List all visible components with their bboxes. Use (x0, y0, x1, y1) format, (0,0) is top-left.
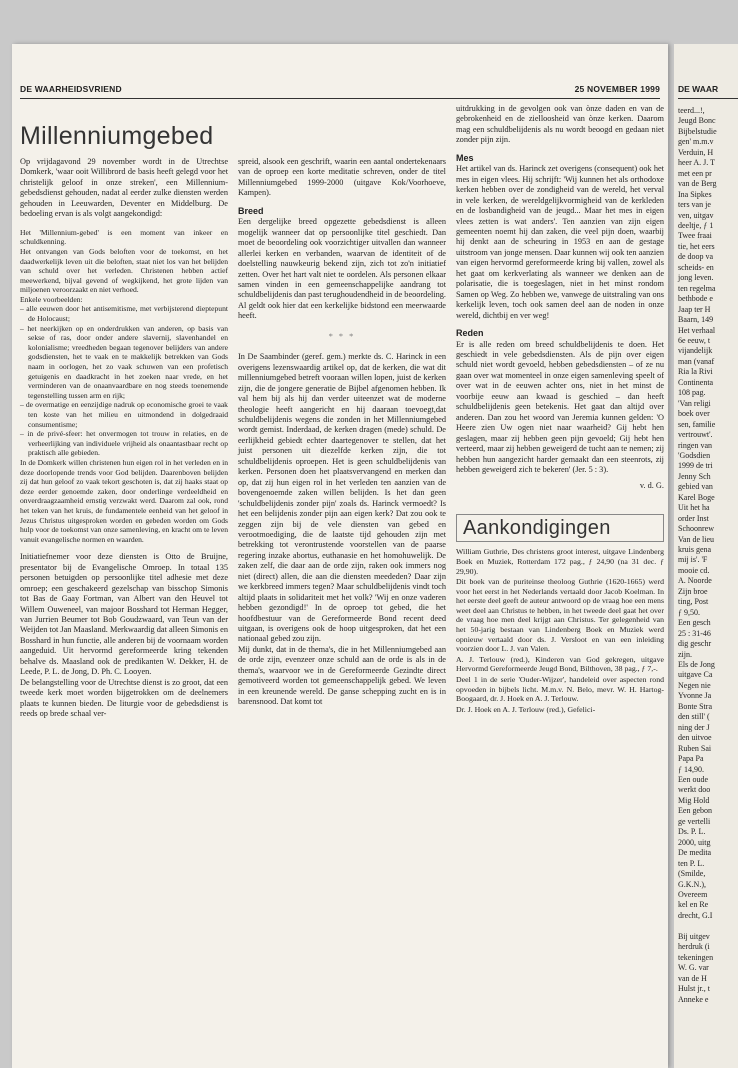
next-page-line: ning der J (678, 722, 710, 732)
next-page-line: mij is'. 'F (678, 555, 708, 565)
next-page-line: herdruk (i (678, 942, 710, 952)
next-page-line: Mig Hold (678, 795, 710, 805)
announcements-title: Aankondigingen (456, 514, 664, 542)
next-page-line: Jaap ter H (678, 304, 711, 314)
next-page-line: Overeem (678, 889, 708, 899)
body-paragraph: Het artikel van ds. Harinck zet overigens (consequent) ook het mes in eigen vlees. Hij schrijft: 'Wij kunnen het als orthodoxe kerken hebben over de zondigheid van de wereld, het verval in vele kerken, de wereldgelijkvormigheid van de kerkleden en de losbandigheid van de jeugd... Maar het mes in eigen vlees zetten is wat anders'. Ten aanzien van zijn eigen gemeenten noemt hij dan zaken, die veel pijn doen, waarbij hij denkt aan de scheuring in 1953 en aan de gestage uitstroom van jonge mensen. Daar kunnen wij ook ten aanzien van eigen hervormd gereformeerde kring bij vallen, zowel als het gaat om kerkverlating als wanneer we denken aan de polarisatie, die is toegeslagen, niet in het minst rondom Samen op Weg. Zo hebben we, vanwege de uitstraling van ons kerkelijk leven, toch ook samen deel aan de noden in onze wereld, dichtbij en ver weg! (456, 164, 664, 320)
next-page-line: Uit het ha (678, 503, 710, 513)
quote-paragraph: In de Domkerk willen christenen hun eigen rol in het verleden en in deze doorlopende trends voor God belijden. Daarenboven belijden zij dat hun geloof zo vaak tekort geschoten is, dat zij haaks staat op deze eerder genoemde zaken, door onderlinge verdeeldheid en onverdraagzaamheid ernstig verzwakt werd. Daarom zal ook, rond het teken van het kruis, de fundamentele eenheid van het geloof in Jezus Christus uitgesproken worden en gebeden worden om Gods hulp voor de toekomst van onze samenleving, en kracht om te leven vanuit evangelische normen en waarden. (20, 457, 228, 544)
quote-paragraph: Enkele voorbeelden: (20, 294, 83, 304)
next-page-line: deeltje, ƒ 1 (678, 220, 714, 230)
next-page-line: ten P. L. (678, 858, 705, 868)
next-page-line: ting, Post (678, 597, 709, 607)
next-page-line: drecht, G.I (678, 910, 713, 920)
next-page-line: order Inst (678, 513, 709, 523)
announcements-list (456, 547, 664, 714)
body-paragraph: Een dergelijke breed opgezette gebedsdienst is alleen mogelijk wanneer dat op persoonlijke titel geschiedt. Dan moet de beoordeling ook voorzichtiger uitvallen dan wanneer allerlei kerken en verbanden, waarvan de identiteit of de doelstelling nauwkeurig bekend zijn, zich tot zo'n initiatief zetten. Over het hart valt niet te oordelen. Als personen elkaar samen vinden in een gemeenschappelijke aandrang tot schuldbelijdenis dan past terughoudendheid in de beoordeling. Al geldt ook hier dat een kerkelijke bidstond een meerwaarde heeft. (238, 217, 446, 321)
list-item: – alle eeuwen door het antisemitisme, met verbijsterend dieptepunt de Holocaust; (28, 304, 228, 323)
next-page-header: DE WAAR (678, 84, 738, 99)
next-page-line: Ds. P. L. (678, 827, 706, 837)
next-page-line: Papa Pa (678, 754, 704, 764)
next-page-line: Bonte Stra (678, 701, 712, 711)
next-page-line: den uitvoe (678, 733, 712, 743)
next-page-line: Van de lieu (678, 534, 714, 544)
next-page-line: ge vertelli (678, 816, 711, 826)
body-paragraph: Initiatiefnemer voor deze diensten is Otto de Bruijne, presentator bij de Evangelische Omroep. In totaal 135 personen betuigden op persoonlijke titel adhesie met deze omroep; een geschakeerd gezelschap van bisschop Simonis tot Bas de Gaay Fortman, van Albert van den Heuvel tot Willem Ouweneel, van majoor Bosshard tot Herman Hegger, van Jurrien Beumer tot Bob Goudzwaard, van Teun van der Weijden tot Jan Maasland. Merkwaardig dat alleen Simonis en Bosshard in hun functie, alle anderen bij de voornaam worden aangeduid. Uit hervormd gereformeerde kring tekenden behalve ds. Maasland ook de predikanten W. Dekker, H. de Leede, P. L. de Jong, D. Ph. C. Looyen. (20, 552, 228, 677)
article-title: Millenniumgebed (20, 122, 214, 150)
next-page-line: van de H (678, 973, 707, 983)
next-page-line: 6e eeuw, t (678, 335, 711, 345)
next-page-line: Het verhaal (678, 325, 716, 335)
author-signature: v. d. G. (639, 481, 664, 491)
announcement-item: William Guthrie, Des christens groot interest, uitgave Lindenberg Boek en Muziek, Rotterdam 172 pag., ƒ 24,90 (na 31 dec. ƒ 29,90). (456, 547, 664, 576)
next-page-line: tie, het eers (678, 241, 715, 251)
next-page-line: bethbode e (678, 294, 713, 304)
next-page-line: ringen van (678, 440, 712, 450)
column-2 (238, 157, 446, 708)
next-page-line: tekeningen (678, 952, 714, 962)
list-item: – het neerkijken op en onderdrukken van anderen, op basis van sekse of ras, door onder andere slavernij, slavenhandel en kolonialisme; vreedheden begaan tegenover belijders van andere godsdiensten, het te vaak en te makkelijk betrekken van Gods naam in oorlogen, het zo vaak schuwen van een profetisch getuigenis en daadkracht in het zoeken naar vrede, en het verminderen van de onaanvaardbare en nog steeds toenemende tegenstelling tussen arm en rijk; (28, 324, 228, 401)
next-page-line: kel en Re (678, 900, 709, 910)
next-page-line: Els de Jong (678, 660, 715, 670)
column-3 (456, 104, 664, 715)
next-page-line: jong leven. (678, 273, 714, 283)
next-page-line: ters van je (678, 200, 711, 210)
next-page-line: Ruben Sai (678, 743, 712, 753)
next-page-line: Yvonne Ja (678, 691, 712, 701)
next-page-line: A. Noorde (678, 576, 712, 586)
next-page-line: Een gesch (678, 618, 711, 628)
next-page-line (678, 921, 738, 931)
next-page-line: teerd...!, (678, 106, 705, 115)
next-page-line: zijn. (678, 649, 692, 659)
announcement-item: A. J. Terlouw (red.), Kinderen van God gekregen, uitgave Hervormd Gereformeerde Jeugd Bond, Bilthoven, 38 pag., ƒ 7,-. (456, 654, 664, 674)
next-page-line: G.K.N.), (678, 879, 706, 889)
next-page-line: 2000, uitg (678, 837, 711, 847)
announcement-item: Deel 1 in de serie 'Ouder-Wijzer', handeleid over aspecten rond opvoeden in bijbels licht. M.m.v. N. Belo, mevr. W. H. Hartog-Boogaard, dr. J. Hoek en A. J. Terlouw. (456, 675, 664, 704)
next-page-line: Bijbelstudie (678, 126, 717, 136)
next-page-line: Twee fraai (678, 231, 712, 241)
next-page-line: (Smilde, (678, 869, 706, 879)
next-page-line: ven, uitgav (678, 210, 714, 220)
next-page-line: Hulst jr., t (678, 984, 711, 994)
subheading-breed: Breed (238, 205, 264, 216)
next-page-line: boek over (678, 409, 710, 419)
next-page-line: van de Berg (678, 179, 717, 189)
next-page-line: mooie cd. (678, 565, 710, 575)
next-page-line: 108 pag. (678, 388, 706, 398)
next-page-line: werkt doo (678, 785, 711, 795)
next-page-line: ƒ 9,50. (678, 607, 700, 617)
next-page-line: Jenny Sch (678, 471, 711, 481)
next-page-line: uitgave Ca (678, 670, 713, 680)
body-paragraph: spreid, alsook een geschrift, waarin een aantal ondertekenaars van de oproep een korte meditatie schreven, onder de titel Millenniumgebed 1999-2000 (uitgave Kok/Voorhoeve, Kampen). (238, 157, 446, 198)
next-page-line: Ina Sipkes (678, 189, 712, 199)
next-page-line: de doop va (678, 252, 714, 262)
next-page-line: Baarn, 149 (678, 315, 714, 325)
next-page-line: Negen nie (678, 680, 711, 690)
page-header (20, 84, 660, 99)
next-page-line: gen' m.m.v (678, 137, 714, 147)
next-page-line: W. G. var (678, 963, 709, 973)
next-page-line: vertrouwt'. (678, 430, 713, 440)
next-page-line: den still' ( (678, 712, 710, 722)
example-list (20, 304, 228, 458)
next-page-line: Verduin, H (678, 147, 714, 157)
body-paragraph: In De Saambinder (geref. gem.) merkte ds. C. Harinck in een overigens lezenswaardig artikel op, dat de kerken, die wat dit millenniumgebed betreft vooraan willen lopen, juist de kerken zijn, die de jongere generatie de Bijbel afgenomen hebben. Ik val hem bij als hij dan verder uiteenzet wat de moderne theologie heeft aangericht en hij daaraan toevoegt,dat schuldbelijdenis wegens die zonden in het Millenniumgebed wordt gemist. Inderdaad, de kerken dragen (mede) schuld. De eerlijkheid gebiedt echter daartegenover te stellen, dat het juist personen uit diezelfde kerken zijn, die tot schuldbelijdenis oproepen. Het is geen schuldbelijdenis van kerken. Personen doen het plaatsvervangend en merken dan op, dat zij hun eigen rol in het verleden ten aanzien van de bovengenoemde zaken willen belijden. Is het dan geen 'schuldbelijdenis zonder pijn' zoals ds. Harinck vermoedt? Is het een belijdenis zonder pijn aan eigen kerk? Dat zou ook te zeggen zijn bij de vele diensten van gebed en verootmoediging, die de laatste tijd gehouden zijn met betrekking tot verontrustende voorstellen van de paarse regering inzake abortus, euthanasie en het homohuwelijk. De zaken zelf, die daar aan de orde zijn, raken ook immers nog niet (direct) allen, die aan die diensten meededen? Daar zijn we kerkbreed immers tegen? Maar schuldbelijdenis vindt toch altijd plaats in solidariteit met het volk? 'Wij en onze vaderen hebben gezondigd!' In de oproep tot gebed, die het hoofdbestuur van de Gereformeerde Bond recent deed uitgaan, is overigens ook de hoop uitgesproken, dat het een nationaal gebed zou zijn. (238, 352, 446, 644)
next-page-line: Schoonrew (678, 524, 714, 534)
next-page-line: ƒ 14,90. (678, 764, 704, 774)
column-1 (20, 157, 228, 720)
next-page-line: Ria la Rivi (678, 367, 713, 377)
next-page-line: sen, familie (678, 419, 716, 429)
next-page-line: man (vanaf (678, 356, 715, 366)
next-page-line: kruis gena (678, 545, 712, 555)
next-page-line: De medita (678, 848, 712, 858)
next-page-line: scheids- en (678, 262, 714, 272)
next-page-column (678, 106, 738, 1005)
next-page-line: ten regelma (678, 283, 716, 293)
next-page-line: 25 : 31-46 (678, 628, 711, 638)
body-paragraph: Mij dunkt, dat in de thema's, die in het Millenniumgebed aan de orde zijn, evenzeer onze schuld aan de orde is als in de thema's, waarvoor we in de Gereformeerde Gezindte direct gemotiveerd worden tot gemeenschappelijk gebed. We leven in een kreunende wereld. De ganse schepping zucht en is in barensnood. Dat komt tot (238, 644, 446, 707)
body-paragraph: Er is alle reden om breed schuldbelijdenis te doen. Het geschiedt in vele gebedsdiensten. Als de pijn over eigen schuld niet wordt gevoeld, hebben gebedsdiensten – of ze nu gaan over wat momenteel in onze eigen samenleving speelt of over wat in de eeuwen achter ons, niet in het minst de voorbije eeuw aan kwaad is geschied – dan heeft schuldbelijdenis geen betekenis. Het gaat dan altijd over anderen. Dan zou het woord van Jeremia kunnen gelden: 'O Heere zien Uw ogen niet naar waarheid? Gij hebt hen geslagen, maar zij hebben geen pijn gevoeld; Gij hebt hen verteerd, maar zij hebben geweigerd de tucht aan te nemen; zij hebben hun aangezicht harder gemaakt dan een steenrots, zij hebben geweigerd zich te bekeren' (Jer. 5 : 3). (456, 339, 665, 474)
next-page-line: vijandelijk (678, 346, 713, 356)
list-item: – in de privé-sfeer: het onvermogen tot trouw in relaties, en de verheerlijking van individuele vrijheid als onaantastbaar recht op praktisch alle gebieden. (28, 429, 228, 458)
next-page-line: Karel Boge (678, 492, 715, 502)
publication-date: 25 NOVEMBER 1999 (574, 84, 660, 94)
next-page-line: Continenta (678, 377, 714, 387)
next-page-line: Zijn broe (678, 586, 708, 596)
intro-paragraph: Op vrijdagavond 29 november wordt in de Utrechtse Domkerk, 'waar ooit Willibrord de basis heeft gelegd voor het christelijk geloof in onze streken', een Millennium-gebedsdienst gehouden, nadat al eerder zulke diensten werden gehouden in Leeuwarden, Deventer en Middelburg. De bedoeling ervan is als volgt aangekondigd: (20, 157, 228, 219)
next-page-line: met een pr (678, 168, 712, 178)
subheading-mes: Mes (456, 152, 474, 163)
section-divider: * * * (328, 331, 356, 341)
list-item: – de overmatige en eenzijdige nadruk op economische groei te vaak ten koste van het milieu en uitmondend in dolgedraaid consumentisme; (28, 400, 228, 429)
body-paragraph: De belangstelling voor de Utrechtse dienst is zo groot, dat een tweede kerk moet worden bijgetrokken om de deelnemers plaats te kunnen bieden. De liturgie voor de gebedsdienst is reeds op brede schaal ver- (20, 677, 228, 719)
publication-name: DE WAARHEIDSVRIEND (20, 84, 122, 94)
next-page-line: dig geschr (678, 639, 712, 649)
newspaper-page (12, 44, 668, 1068)
announcement-quote (20, 228, 228, 545)
next-page-line: gebied van (678, 482, 713, 492)
next-page-line: heer A. J. T (678, 158, 715, 168)
next-page-edge (674, 44, 738, 1068)
next-page-line: 'Van religi (678, 398, 711, 408)
announcement-item: Dit boek van de puriteinse theoloog Guthrie (1620-1665) werd voor het eerst in het Nederlands vertaald door Jacob Koelman. In het eerste deel geeft de auteur antwoord op de vraag hoe een mens weet deel aan Christus te hebben, in het tweede deel gaat het over de vraag hoe men deel krijgt aan Christus. Ter gelegenheid van het 50-jarig bestaan van Lindenberg Boek en Muziek werd opnieuw vertaald door ds. J. Versloot en van een inleiding voorzien door L. J. van Valen. (456, 577, 664, 654)
next-page-line: 1999 de tri (678, 461, 713, 471)
next-page-line: Een gebon (678, 806, 712, 816)
body-paragraph: uitdrukking in de gevolgen ook van ònze daden en van de gebrokenheid en de zielloosheid van ònze kerken. Daarom mag een schuldbelijdenis als nu wordt beoogd en gedaan niet zonder pijn zijn. (456, 104, 664, 145)
announcement-item: Dr. J. Hoek en A. J. Terlouw (red.), Gefelici- (456, 704, 596, 714)
next-page-line: Een oude (678, 775, 708, 784)
next-page-line: Anneke e (678, 994, 709, 1004)
next-page-line: 'Godsdien (678, 450, 711, 460)
quote-paragraph: Het 'Millennium-gebed' is een moment van inkeer en schuldkenning. (20, 227, 228, 247)
quote-paragraph: Het ontvangen van Gods beloften voor de toekomst, en het daadwerkelijk leven uit die beloften, staat niet los van het belijden van schuld over het verleden. Christenen hebben actief meewerkend, bijval gevend of wegkijkend, het grote lijden van miljoenen veroorzaakt en niet verhoed. (20, 246, 228, 295)
next-page-line: Bij uitgev (678, 931, 710, 941)
next-page-line: Jeugd Bonc (678, 116, 716, 126)
subheading-reden: Reden (456, 328, 484, 339)
